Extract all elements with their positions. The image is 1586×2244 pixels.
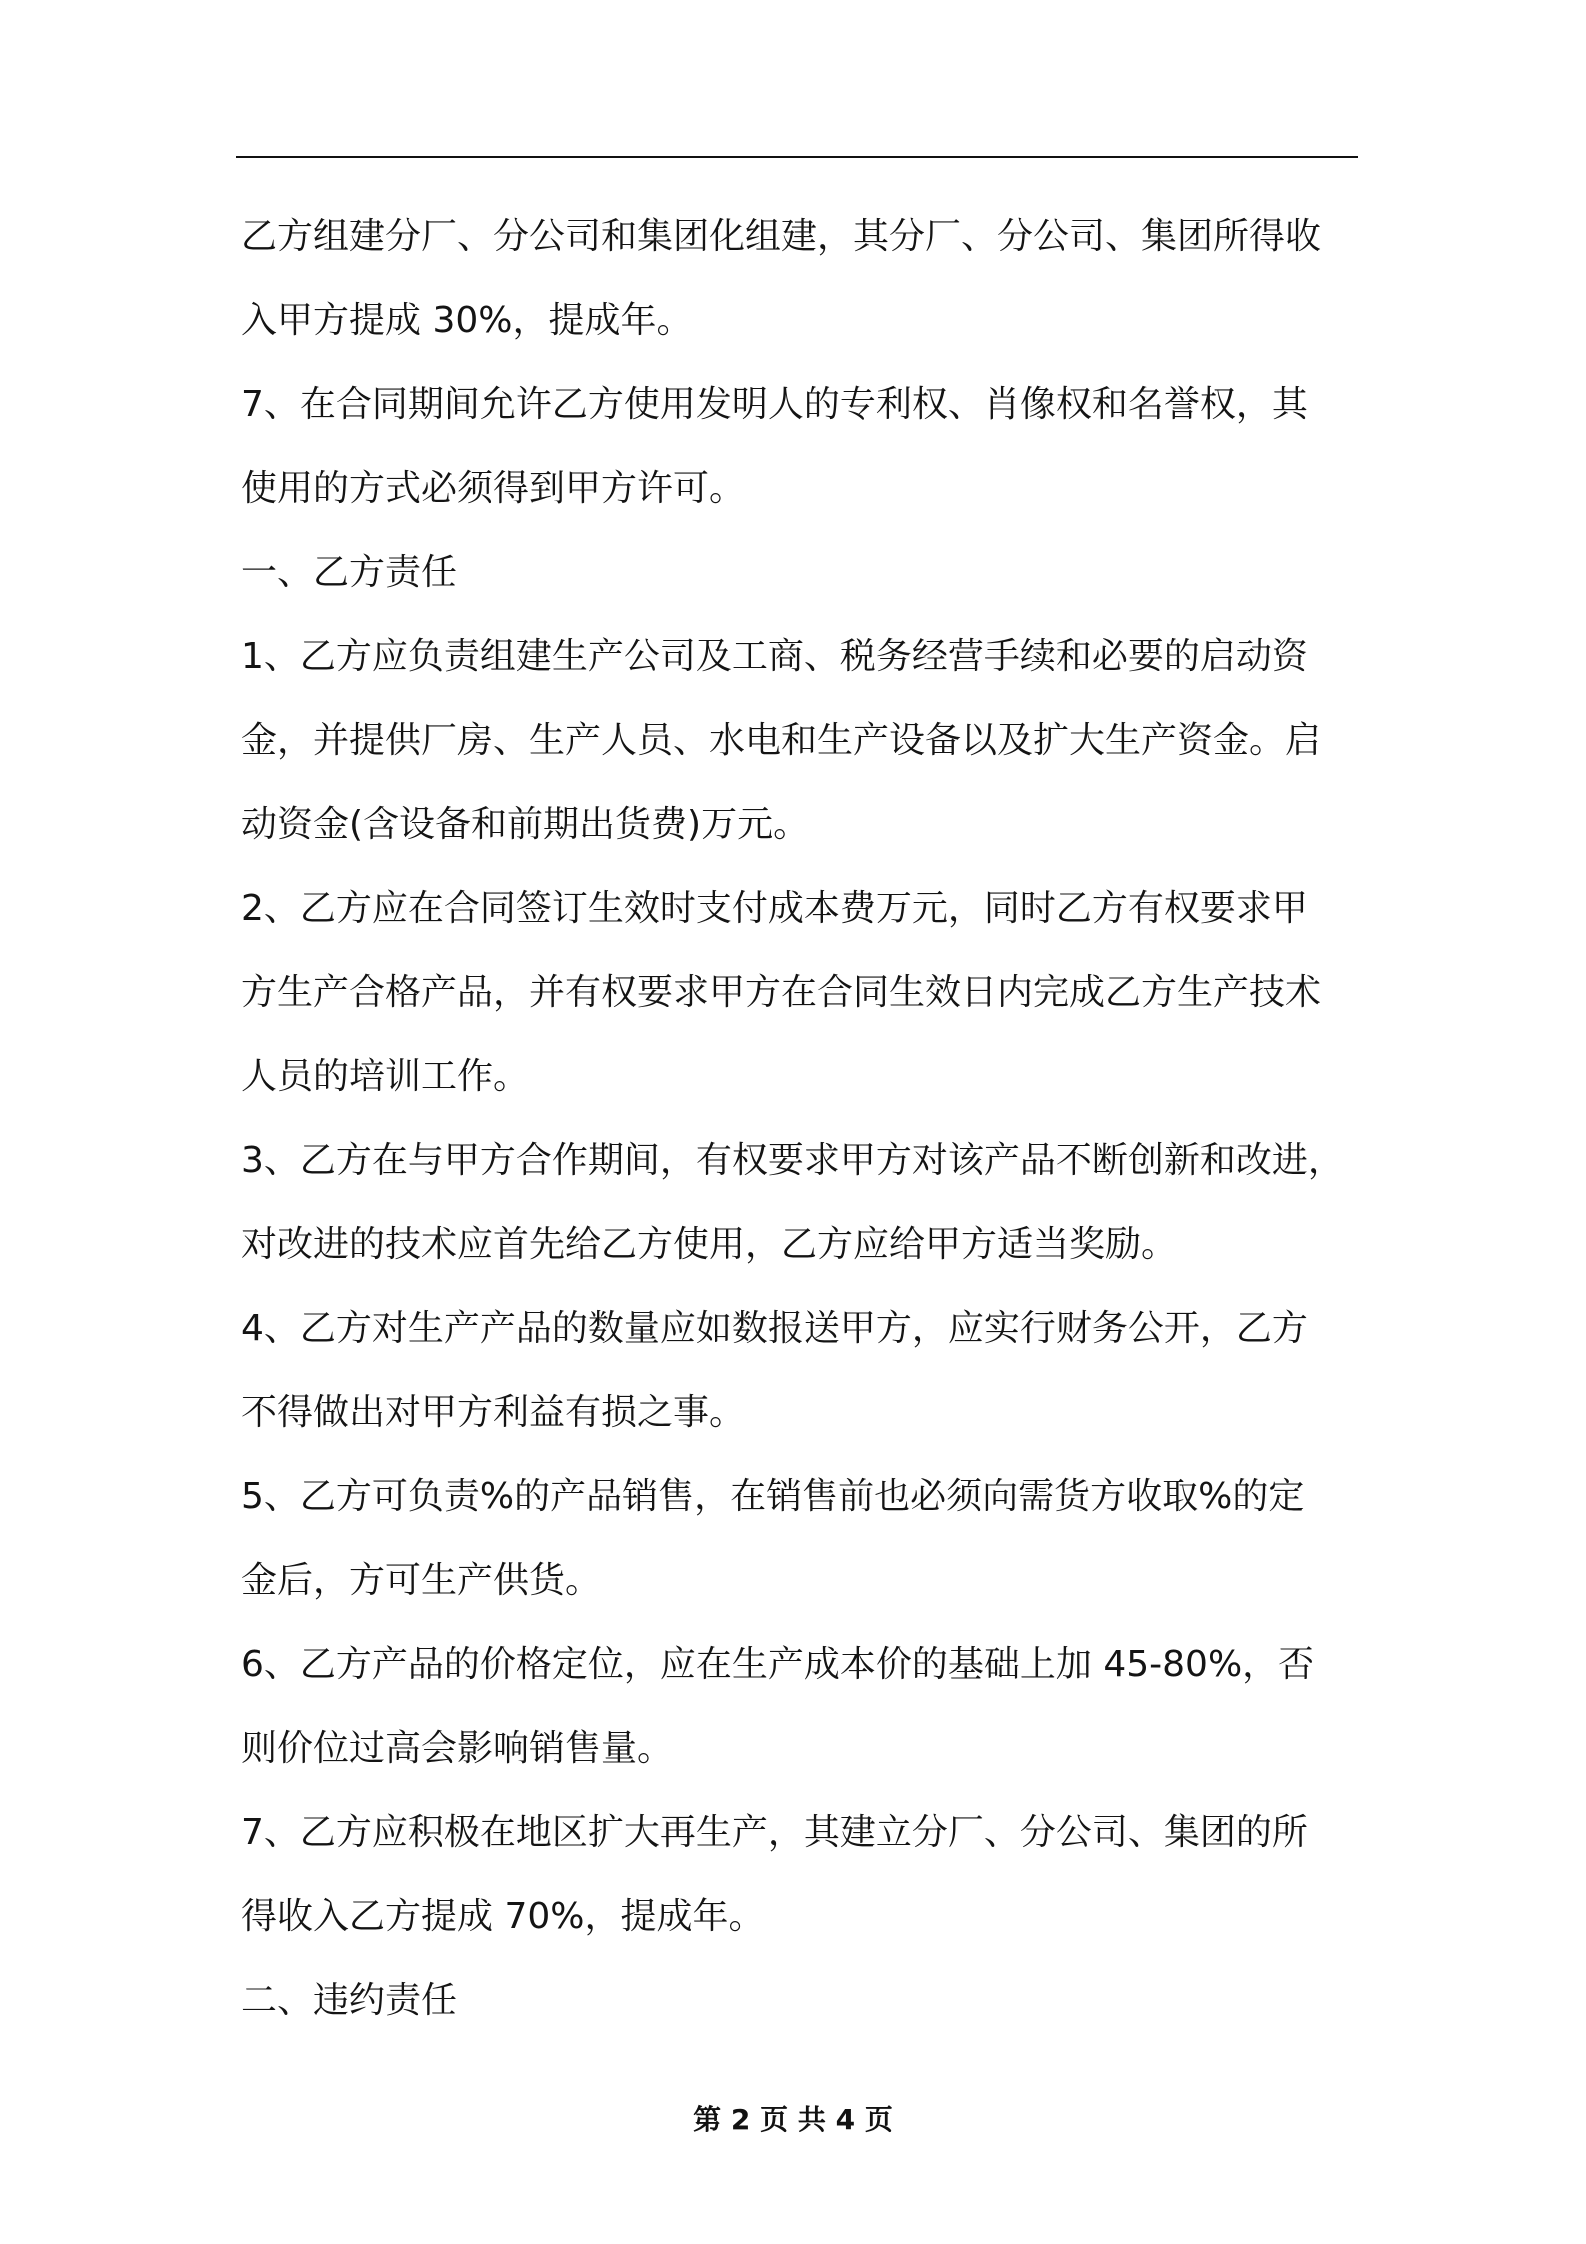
text-line: 乙方组建分厂、分公司和集团化组建，其分厂、分公司、集团所得收	[241, 216, 1322, 257]
text-line: 2、乙方应在合同签订生效时支付成本费万元，同时乙方有权要求甲	[241, 888, 1308, 929]
text-line: 则价位过高会影响销售量。	[241, 1728, 674, 1769]
text-line: 得收入乙方提成 70%，提成年。	[241, 1896, 765, 1937]
header-rule	[236, 156, 1358, 158]
document-body	[241, 195, 1365, 2043]
page-number: 第 2 页 共 4 页	[693, 2103, 893, 2136]
text-line: 人员的培训工作。	[241, 1056, 530, 1097]
text-line: 6、乙方产品的价格定位，应在生产成本价的基础上加 45-80%，否	[241, 1644, 1315, 1685]
section-heading: 一、乙方责任	[241, 552, 458, 593]
text-line: 7、在合同期间允许乙方使用发明人的专利权、肖像权和名誉权，其	[241, 384, 1308, 425]
text-line: 5、乙方可负责%的产品销售，在销售前也必须向需货方收取%的定	[241, 1476, 1305, 1517]
text-line: 入甲方提成 30%，提成年。	[241, 300, 693, 341]
text-line: 1、乙方应负责组建生产公司及工商、税务经营手续和必要的启动资	[241, 636, 1308, 677]
text-line: 3、乙方在与甲方合作期间，有权要求甲方对该产品不断创新和改进，	[241, 1140, 1344, 1181]
text-line: 金，并提供厂房、生产人员、水电和生产设备以及扩大生产资金。启	[241, 720, 1322, 761]
text-line: 4、乙方对生产产品的数量应如数报送甲方，应实行财务公开，乙方	[241, 1308, 1308, 1349]
text-line: 使用的方式必须得到甲方许可。	[241, 468, 746, 509]
text-line: 金后，方可生产供货。	[241, 1560, 602, 1601]
text-line: 动资金(含设备和前期出货费)万元。	[241, 804, 810, 845]
text-line: 对改进的技术应首先给乙方使用，乙方应给甲方适当奖励。	[241, 1224, 1178, 1265]
text-line: 7、乙方应积极在地区扩大再生产，其建立分厂、分公司、集团的所	[241, 1812, 1308, 1853]
section-heading: 二、违约责任	[241, 1980, 458, 2021]
text-line: 不得做出对甲方利益有损之事。	[241, 1392, 746, 1433]
text-line: 方生产合格产品，并有权要求甲方在合同生效日内完成乙方生产技术	[241, 972, 1322, 1013]
